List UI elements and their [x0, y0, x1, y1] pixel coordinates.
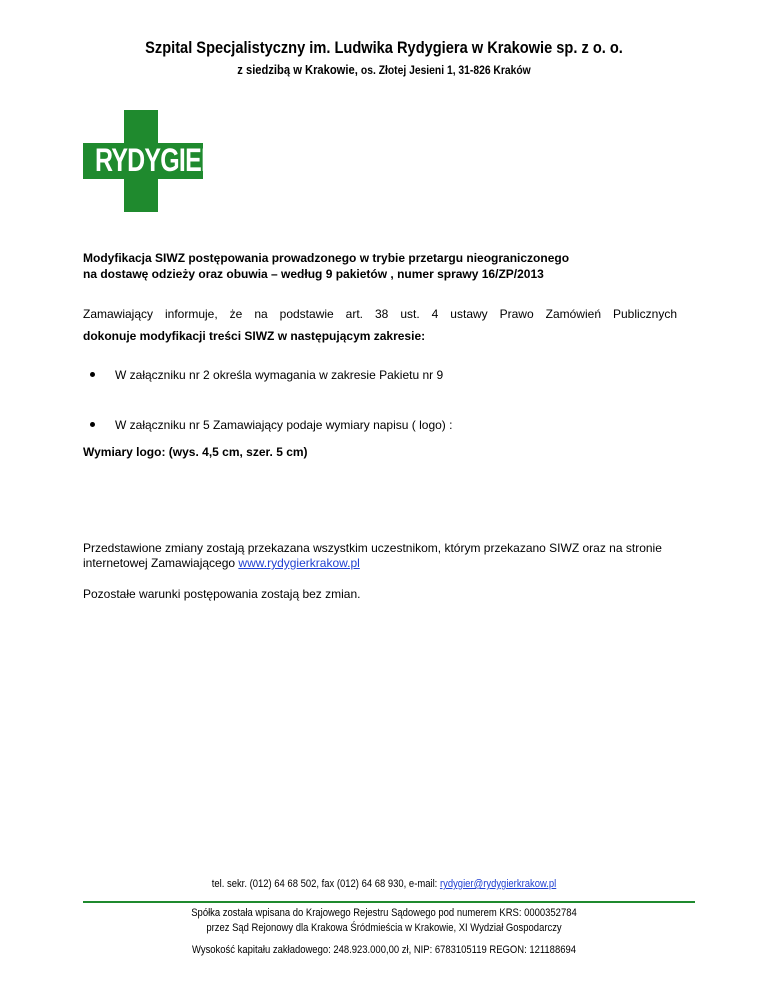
footer-divider	[83, 901, 695, 903]
footer-contact	[54, 878, 714, 890]
footer-krs: Spółka została wpisana do Krajowego Rejestru Sądowego pod numerem KRS: 0000352784	[191, 907, 577, 919]
subject-line-1: Modyfikacja SIWZ postępowania prowadzonego w trybie przetargu nieograniczonego	[83, 251, 570, 265]
list-item	[90, 418, 452, 432]
subject-line-2: na dostawę odzieży oraz obuwia – według 9 pakietów , numer sprawy 16/ZP/2013	[83, 267, 544, 281]
bullet-icon	[90, 372, 95, 377]
info-paragraph: Zamawiający informuje, że na podstawie art. 38 ust. 4 ustawy Prawo Zamówień Publicznych	[83, 307, 677, 321]
changes-text: Przedstawione zmiany zostają przekazana wszystkim uczestnikom, którym przekazano SIWZ oraz na stronie internetowej Zamawiającego	[83, 541, 662, 570]
email-link[interactable]: rydygier@rydygierkrakow.pl	[439, 878, 557, 890]
list-item-text: W załączniku nr 5 Zamawiający podaje wymiary napisu ( logo) :	[115, 418, 453, 432]
footer-court: przez Sąd Rejonowy dla Krakowa Śródmieścia w Krakowie, XI Wydział Gospodarczy	[206, 922, 562, 934]
logo-dimensions: Wymiary logo: (wys. 4,5 cm, szer. 5 cm)	[83, 445, 308, 459]
modification-scope-heading: dokonuje modyfikacji treści SIWZ w następującym zakresie:	[83, 329, 426, 343]
remaining-conditions: Pozostałe warunki postępowania zostają bez zmian.	[83, 587, 361, 601]
logo-word: RYDYGIER	[95, 142, 219, 178]
logo-vertical-text: LUDWIK	[84, 148, 91, 176]
address-street: os. Złotej Jesieni 1, 31-826 Kraków	[360, 63, 531, 77]
bullet-icon	[90, 422, 95, 427]
list-item	[90, 368, 443, 382]
hospital-address	[54, 62, 714, 77]
footer-contact-text: tel. sekr. (012) 64 68 502, fax (012) 64 68 930, e-mail:	[211, 878, 440, 890]
list-item-text: W załączniku nr 2 określa wymagania w zakresie Pakietu nr 9	[115, 368, 444, 382]
website-link[interactable]: www.rydygierkrakow.pl	[238, 556, 360, 570]
footer-capital: Wysokość kapitału zakładowego: 248.923.000,00 zł, NIP: 6783105119 REGON: 121188694	[191, 944, 576, 956]
changes-paragraph	[83, 541, 693, 571]
address-seat: z siedzibą w Krakowie,	[237, 62, 361, 77]
document-subject	[83, 250, 569, 282]
rydygier-logo	[83, 110, 219, 212]
hospital-name-title: Szpital Specjalistyczny im. Ludwika Rydygiera w Krakowie sp. z o. o.	[145, 38, 623, 57]
